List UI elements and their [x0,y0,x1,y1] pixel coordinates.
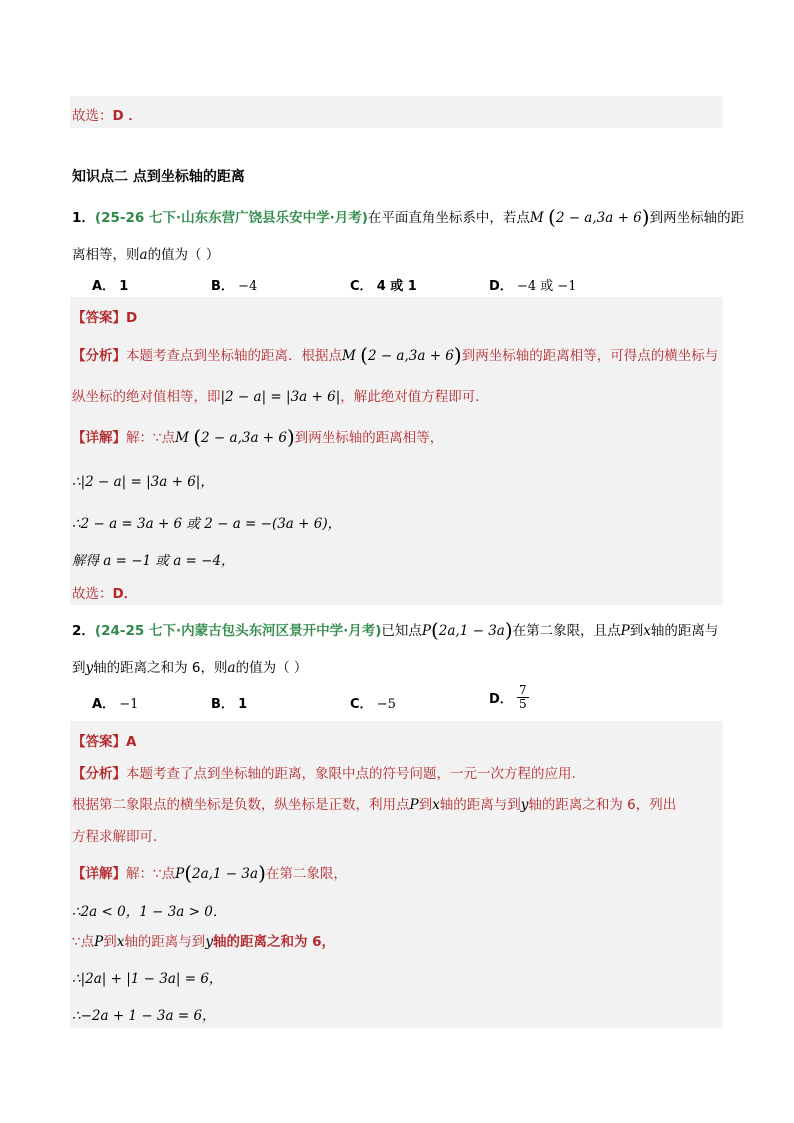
q2-step3: ∴|2a| + |1 − 3a| = 6， [72,971,223,987]
q2-step4: ∴−2a + 1 − 3a = 6， [72,1008,216,1024]
q1-analysis-line2: 纵坐标的绝对值相等，即|2 − a| = |3a + 6|，解此绝对值方程即可． [72,389,489,405]
q2-step1: ∴2a < 0，1 − 3a > 0． [72,904,227,920]
q1-option-d[interactable]: D． −4 或 −1 [489,279,577,294]
q1-option-c[interactable]: C． 4 或 1 [350,279,417,294]
q1-final: 故选：D． [72,586,138,602]
q1-analysis-line1: 【分析】本题考查点到坐标轴的距离．根据点M (2 − a,3a + 6)到两坐标轴的距离相等，可得点的横坐标与 [72,343,719,367]
q1-stem-line1: 1．(25-26 七下·山东东营广饶县乐安中学·月考)在平面直角坐标系中，若点M (2 − a,3a + 6)到两坐标轴的距 [72,205,745,229]
q2-detail-line1: 【详解】解：∵点P(2a,1 − 3a)在第二象限， [72,861,347,885]
q2-option-b[interactable]: B． 1 [211,697,248,712]
q1-step3: 解得 a = −1 或 a = −4， [72,553,235,569]
q2-stem-line2: 到y轴的距离之和为 6，则a的值为（ ） [72,660,308,676]
q1-option-b[interactable]: B． −4 [211,279,258,294]
q2-stem-line1: 2．(24-25 七下·内蒙古包头东河区景开中学·月考)已知点P(2a,1 − 3a)在第二象限，且点P到x轴的距离与 [72,618,719,642]
q1-coord: 2 − a,3a + 6 [555,210,642,226]
q2-source: (24-25 七下·内蒙古包头东河区景开中学·月考) [94,623,382,639]
answer-box-top [70,96,723,128]
top-answer: 故选：D ． [72,108,142,124]
q1-step2: ∴2 − a = 3a + 6 或 2 − a = −(3a + 6)， [72,516,342,532]
q2-option-c[interactable]: C． −5 [350,697,396,712]
q2-option-d[interactable]: D． $\frac{7}{5}$ [489,683,527,711]
q2-option-a[interactable]: A． −1 [92,697,139,712]
fraction: $\frac{7}{5}$ [518,683,527,711]
q1-option-a[interactable]: A． 1 [92,279,129,294]
q1-answer: 【答案】D [72,310,138,326]
q1-detail-line1: 【详解】解：∵点M (2 − a,3a + 6)到两坐标轴的距离相等， [72,425,444,449]
q2-analysis-line3: 方程求解即可． [72,829,167,845]
section-title: 知识点二 点到坐标轴的距离 [72,169,245,185]
q2-analysis-line2: 根据第二象限点的横坐标是负数，纵坐标是正数，利用点P到x轴的距离与到y轴的距离之和为 6，列出 [72,797,677,813]
q1-source: (25-26 七下·山东东营广饶县乐安中学·月考) [94,210,368,226]
q1-step1: ∴|2 − a| = |3a + 6|， [72,474,214,490]
q2-step2: ∵点P到x轴的距离与到y轴的距离之和为 6， [72,934,336,950]
q1-stem-line2: 离相等，则a的值为（ ） [72,247,220,263]
q2-analysis-line1: 【分析】本题考查了点到坐标轴的距离，象限中点的符号问题，一元一次方程的应用． [72,766,585,782]
q2-answer: 【答案】A [72,734,137,750]
